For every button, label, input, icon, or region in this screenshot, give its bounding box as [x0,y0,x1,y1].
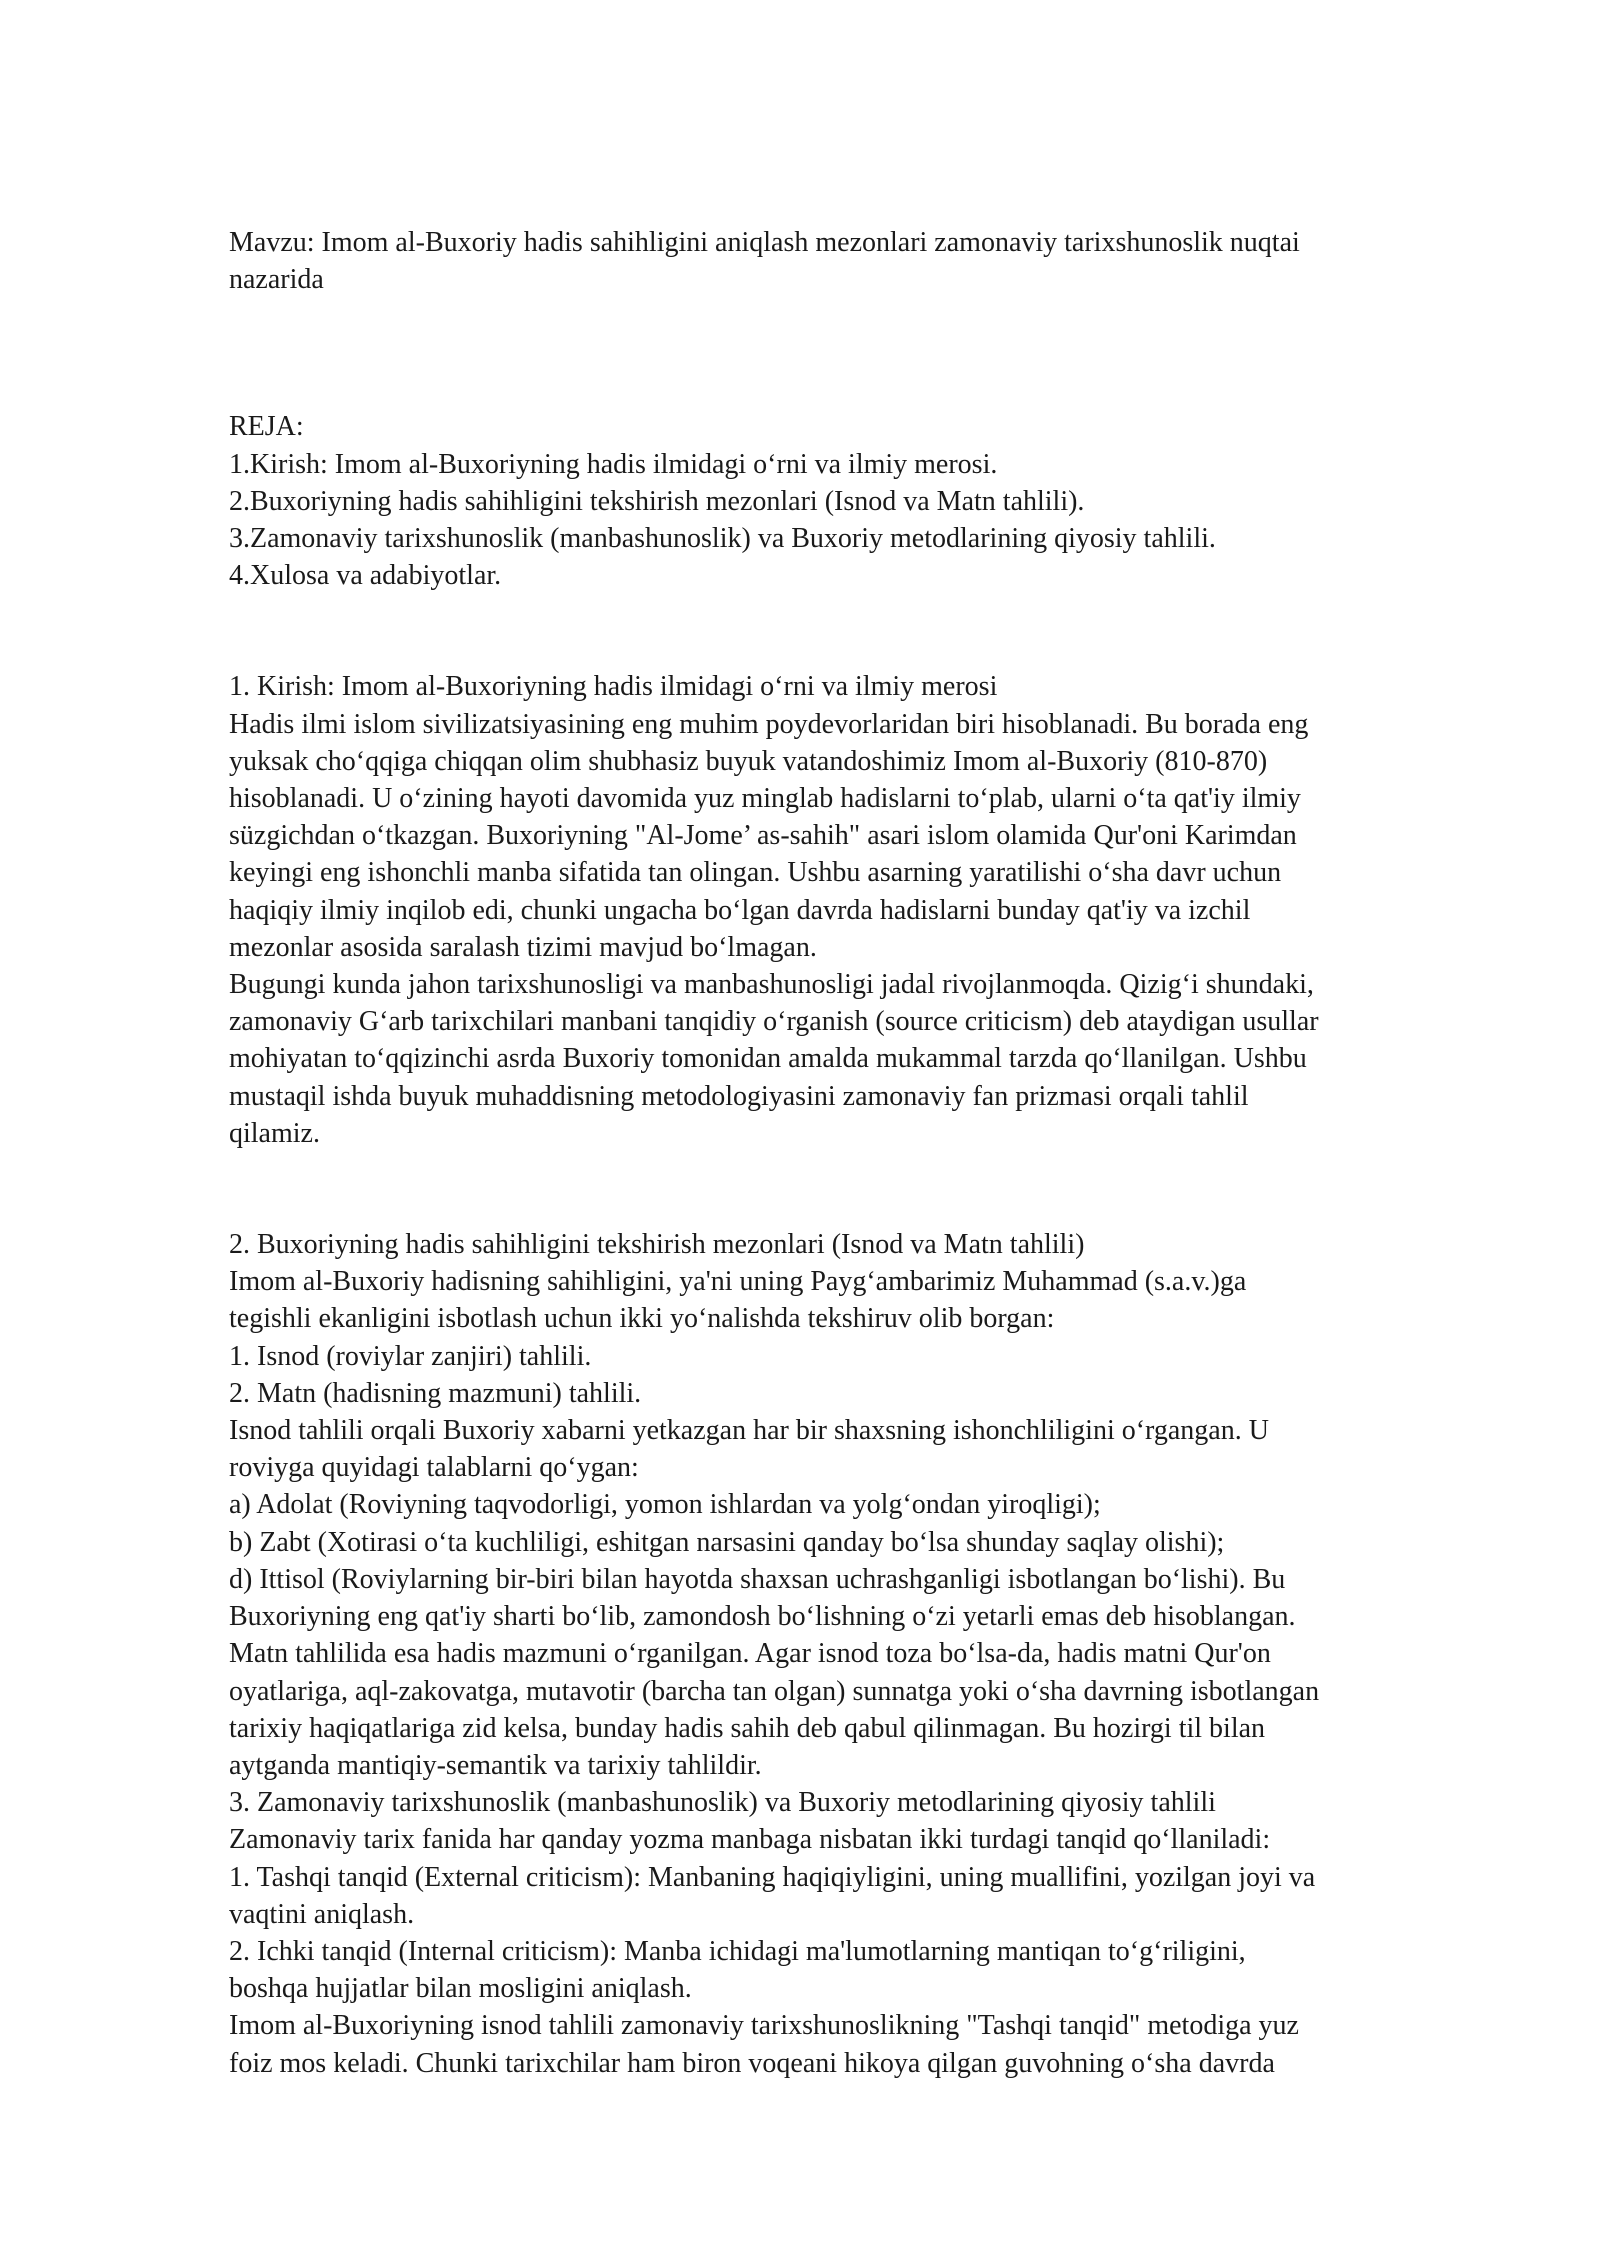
plan-item: 1.Kirish: Imom al-Buxoriyning hadis ilmidagi o‘rni va ilmiy merosi. [229,448,998,480]
paragraph-line: roviyga quyidagi talablarni qo‘ygan: [229,1452,639,1484]
paragraph-line: mohiyatan to‘qqizinchi asrda Buxoriy tomonidan amalda mukammal tarzda qo‘llanilgan. Ushbu [229,1043,1307,1075]
list-item: 2. Matn (hadisning mazmuni) tahlili. [229,1377,642,1409]
list-item: boshqa hujjatlar bilan mosligini aniqlash. [229,1973,692,2005]
paragraph-line: keyingi eng ishonchli manba sifatida tan olingan. Ushbu asarning yaratilishi o‘sha davr uchun [229,857,1282,889]
list-item: vaqtini aniqlash. [229,1898,415,1930]
plan-heading: REJA: [229,411,304,443]
plan-item: 4.Xulosa va adabiyotlar. [229,560,502,592]
paragraph-line: hisoblanadi. U o‘zining hayoti davomida yuz minglab hadislarni to‘plab, ularni o‘ta qat'iy ilmiy [229,783,1301,815]
list-item: d) Ittisol (Roviylarning bir-biri bilan hayotda shaxsan uchrashganligi isbotlangan bo‘lishi). Bu [229,1563,1286,1595]
paragraph-line: tegishli ekanligini isbotlash uchun ikki yo‘nalishda tekshiruv olib borgan: [229,1303,1055,1335]
paragraph-line: tarixiy haqiqatlariga zid kelsa, bunday hadis sahih deb qabul qilinmagan. Bu hozirgi til bilan [229,1712,1266,1744]
paragraph-line: Matn tahlilida esa hadis mazmuni o‘rganilgan. Agar isnod toza bo‘lsa-da, hadis matni Qur'on [229,1638,1271,1670]
paragraph-line: aytganda mantiqiy-semantik va tarixiy tahlildir. [229,1749,762,1781]
document-page [229,224,1529,2082]
list-item: 1. Isnod (roviylar zanjiri) tahlili. [229,1340,592,1372]
list-item: a) Adolat (Roviyning taqvodorligi, yomon ishlardan va yolg‘ondan yiroqligi); [229,1489,1101,1521]
paragraph-line: foiz mos keladi. Chunki tarixchilar ham biron voqeani hikoya qilgan guvohning o‘sha davrda [229,2047,1275,2079]
section-heading: 2. Buxoriyning hadis sahihligini tekshirish mezonlari (Isnod va Matn tahlili) [229,1229,1085,1261]
paragraph-line: Buxoriyning eng qat'iy sharti bo‘lib, zamondosh bo‘lishning o‘zi yetarli emas deb hisoblangan. [229,1601,1296,1633]
paragraph-line: haqiqiy ilmiy inqilob edi, chunki ungacha bo‘lgan davrda hadislarni bunday qat'iy va izchil [229,894,1251,926]
paragraph-line: mezonlar asosida saralash tizimi mavjud bo‘lmagan. [229,931,817,963]
paragraph-line: süzgichdan o‘tkazgan. Buxoriyning "Al-Jome’ as-sahih" asari islom olamida Qur'oni Karimdan [229,820,1297,852]
paragraph-line: Zamonaviy tarix fanida har qanday yozma manbaga nisbatan ikki turdagi tanqid qo‘llaniladi: [229,1824,1271,1856]
plan-section [229,408,1529,594]
section-criteria [229,1226,1529,2082]
paragraph-line: Imom al-Buxoriy hadisning sahihligini, ya'ni uning Payg‘ambarimiz Muhammad (s.a.v.)ga [229,1266,1247,1298]
paragraph-line: yuksak cho‘qqiga chiqqan olim shubhasiz buyuk vatandoshimiz Imom al-Buxoriy (810-870) [229,745,1268,777]
paragraph-line: Hadis ilmi islom sivilizatsiyasining eng muhim poydevorlaridan biri hisoblanadi. Bu borada eng [229,708,1309,740]
paragraph-line: zamonaviy G‘arb tarixchilari manbani tanqidiy o‘rganish (source criticism) deb ataydigan usullar [229,1006,1319,1038]
paragraph-line: Bugungi kunda jahon tarixshunosligi va manbashunosligi jadal rivojlanmoqda. Qizig‘i shundaki, [229,969,1314,1001]
plan-item: 2.Buxoriyning hadis sahihligini tekshirish mezonlari (Isnod va Matn tahlili). [229,485,1085,517]
list-item: b) Zabt (Xotirasi o‘ta kuchliligi, eshitgan narsasini qanday bo‘lsa shunday saqlay olishi); [229,1526,1225,1558]
paragraph-line: oyatlariga, aql-zakovatga, mutavotir (barcha tan olgan) sunnatga yoki o‘sha davrning isbotlangan [229,1675,1320,1707]
title-line: Mavzu: Imom al-Buxoriy hadis sahihligini aniqlash mezonlari zamonaviy tarixshunoslik nuqtai [229,227,1300,258]
paragraph-line: mustaqil ishda buyuk muhaddisning metodologiyasini zamonaviy fan prizmasi orqali tahlil [229,1080,1249,1112]
paragraph-line: Isnod tahlili orqali Buxoriy xabarni yetkazgan har bir shaxsning ishonchliligini o‘rgangan. U [229,1415,1269,1447]
list-item: 1. Tashqi tanqid (External criticism): Manbaning haqiqiyligini, uning muallifini, yozilgan joyi va [229,1861,1316,1893]
section-heading: 3. Zamonaviy tarixshunoslik (manbashunoslik) va Buxoriy metodlarining qiyosiy tahlili [229,1787,1216,1819]
paragraph-line: qilamiz. [229,1117,320,1149]
document-title [229,224,1529,298]
plan-item: 3.Zamonaviy tarixshunoslik (manbashunoslik) va Buxoriy metodlarining qiyosiy tahlili. [229,523,1216,555]
section-heading: 1. Kirish: Imom al-Buxoriyning hadis ilmidagi o‘rni va ilmiy merosi [229,671,998,703]
list-item: 2. Ichki tanqid (Internal criticism): Manba ichidagi ma'lumotlarning mantiqan to‘g‘riligini, [229,1935,1246,1967]
section-introduction [229,668,1529,1152]
title-line: nazarida [229,264,324,296]
paragraph-line: Imom al-Buxoriyning isnod tahlili zamonaviy tarixshunoslikning "Tashqi tanqid" metodiga yuz [229,2010,1299,2042]
